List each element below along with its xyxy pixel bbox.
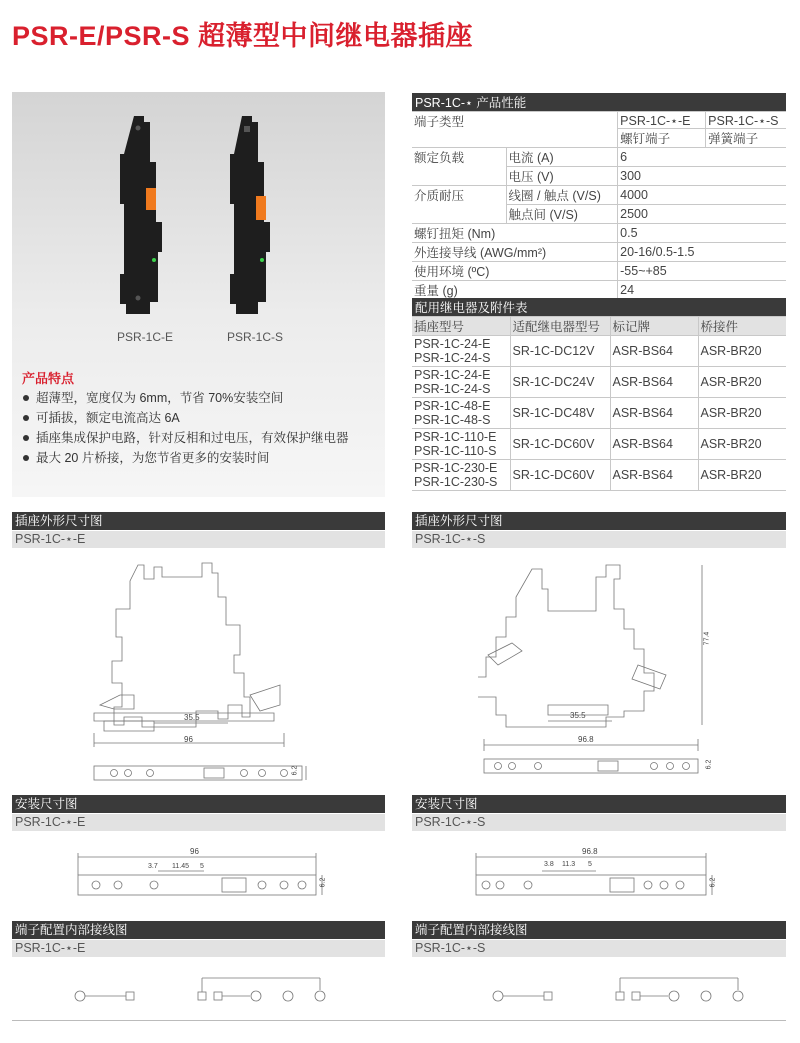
relay-model: SR-1C-DC60V	[510, 429, 610, 460]
outline-drawing-s	[478, 555, 718, 790]
dim-label: 6.2	[291, 765, 299, 776]
dim-label: 96.8	[582, 847, 598, 856]
wiring-diagram-s	[488, 970, 758, 1010]
marker-model: ASR-BS64	[610, 398, 698, 429]
bridge-model: ASR-BR20	[698, 460, 786, 491]
socket-model: PSR-1C-24-S	[414, 382, 491, 396]
voltage-value: 300	[618, 167, 786, 186]
socket-model: PSR-1C-230-E	[414, 461, 498, 475]
col-e-header: PSR-1C-⋆-E	[618, 112, 706, 129]
relay-model: SR-1C-DC12V	[510, 336, 610, 367]
feature-item: 超薄型，宽度仅为 6mm，节省 70%安装空间	[22, 388, 349, 408]
dim-label: 77.4	[703, 631, 711, 646]
wire-label: 外连接导线 (AWG/mm²)	[412, 243, 618, 262]
socket-model: PSR-1C-24-E	[414, 337, 491, 351]
dim-label: 11.45	[172, 863, 189, 870]
dim-label: 96.8	[578, 735, 594, 744]
bridge-model: ASR-BR20	[698, 398, 786, 429]
accessories-table	[412, 298, 786, 491]
dielectric-label: 介质耐压	[412, 186, 506, 224]
table-row	[412, 367, 786, 398]
bridge-model: ASR-BR20	[698, 367, 786, 398]
model-label-s: PSR-1C-⋆-S	[412, 531, 786, 548]
table-row	[412, 429, 786, 460]
marker-model: ASR-BS64	[610, 429, 698, 460]
current-label: 电流 (A)	[506, 148, 618, 167]
accessories-header: 配用继电器及附件表	[412, 298, 786, 317]
caption-psr-1c-e: PSR-1C-E	[117, 330, 174, 344]
coil-contact-label: 线圈 / 触点 (V/S)	[506, 186, 618, 205]
voltage-label: 电压 (V)	[506, 167, 618, 186]
section-outline-e: 插座外形尺寸图	[12, 512, 385, 530]
current-value: 6	[618, 148, 786, 167]
relay-model: SR-1C-DC60V	[510, 460, 610, 491]
wire-value: 20-16/0.5-1.5	[618, 243, 786, 262]
mount-drawing-s	[470, 845, 730, 905]
socket-model: PSR-1C-24-S	[414, 351, 491, 365]
socket-model: PSR-1C-24-E	[414, 368, 491, 382]
terminal-type-label: 端子类型	[412, 112, 618, 148]
dim-label: 3.7	[148, 863, 158, 870]
section-mount-s: 安装尺寸图	[412, 795, 786, 813]
spring-terminal: 弹簧端子	[706, 129, 786, 148]
mount-drawing-e	[72, 845, 332, 905]
dim-label: 96	[190, 847, 199, 856]
contact-gap-value: 2500	[618, 205, 786, 224]
section-wiring-s: 端子配置内部接线图	[412, 921, 786, 939]
model-label-e: PSR-1C-⋆-E	[12, 940, 385, 957]
env-label: 使用环境 (ºC)	[412, 262, 618, 281]
model-label-e: PSR-1C-⋆-E	[12, 531, 385, 548]
performance-table	[412, 93, 786, 300]
torque-value: 0.5	[618, 224, 786, 243]
socket-model: PSR-1C-48-E	[414, 399, 491, 413]
section-mount-e: 安装尺寸图	[12, 795, 385, 813]
wiring-diagram-e	[70, 970, 340, 1010]
dim-label: 5	[588, 861, 592, 868]
screw-terminal: 螺钉端子	[618, 129, 706, 148]
bridge-model: ASR-BR20	[698, 336, 786, 367]
table-row	[412, 398, 786, 429]
env-value: -55~+85	[618, 262, 786, 281]
contact-gap-label: 触点间 (V/S)	[506, 205, 618, 224]
dim-label: 6.2	[705, 759, 713, 770]
socket-model: PSR-1C-110-S	[414, 444, 497, 458]
footer-divider	[12, 1020, 786, 1021]
features-title: 产品特点	[22, 371, 75, 386]
col-s-header: PSR-1C-⋆-S	[706, 112, 786, 129]
socket-model: PSR-1C-48-S	[414, 413, 491, 427]
col-marker: 标记牌	[610, 317, 698, 336]
model-label-s: PSR-1C-⋆-S	[412, 814, 786, 831]
socket-model: PSR-1C-110-E	[414, 430, 497, 444]
feature-item: 插座集成保护电路，针对反相和过电压，有效保护继电器	[22, 428, 349, 448]
col-relay: 适配继电器型号	[510, 317, 610, 336]
dim-label: 3.8	[544, 861, 554, 868]
dim-label: 35.5	[570, 711, 586, 720]
rated-load-label: 额定负载	[412, 148, 506, 186]
feature-item: 最大 20 片桥接，为您节省更多的安装时间	[22, 448, 349, 468]
relay-model: SR-1C-DC24V	[510, 367, 610, 398]
marker-model: ASR-BS64	[610, 336, 698, 367]
dim-label: 96	[184, 735, 193, 744]
weight-label: 重量 (g)	[412, 281, 618, 300]
dim-label: 35.5	[184, 713, 200, 722]
coil-contact-value: 4000	[618, 186, 786, 205]
bridge-model: ASR-BR20	[698, 429, 786, 460]
caption-psr-1c-s: PSR-1C-S	[227, 330, 284, 344]
weight-value: 24	[618, 281, 786, 300]
marker-model: ASR-BS64	[610, 367, 698, 398]
table-row	[412, 460, 786, 491]
page-title: PSR-E/PSR-S 超薄型中间继电器插座	[12, 21, 474, 51]
outline-drawing-e	[80, 555, 310, 790]
socket-model: PSR-1C-230-S	[414, 475, 498, 489]
marker-model: ASR-BS64	[610, 460, 698, 491]
torque-label: 螺钉扭矩 (Nm)	[412, 224, 618, 243]
features-list	[22, 388, 349, 468]
relay-e-illustration	[120, 108, 170, 318]
col-socket: 插座型号	[412, 317, 510, 336]
dim-label: 5	[200, 863, 204, 870]
performance-header: PSR-1C-⋆ 产品性能	[412, 93, 786, 112]
model-label-s: PSR-1C-⋆-S	[412, 940, 786, 957]
col-bridge: 桥接件	[698, 317, 786, 336]
dim-label: 11.3	[562, 861, 576, 868]
dim-label: 6.2	[319, 877, 327, 888]
relay-s-illustration	[230, 108, 280, 318]
relay-model: SR-1C-DC48V	[510, 398, 610, 429]
section-outline-s: 插座外形尺寸图	[412, 512, 786, 530]
model-label-e: PSR-1C-⋆-E	[12, 814, 385, 831]
table-row	[412, 336, 786, 367]
section-wiring-e: 端子配置内部接线图	[12, 921, 385, 939]
feature-item: 可插拔，额定电流高达 6A	[22, 408, 349, 428]
dim-label: 6.2	[709, 877, 717, 888]
